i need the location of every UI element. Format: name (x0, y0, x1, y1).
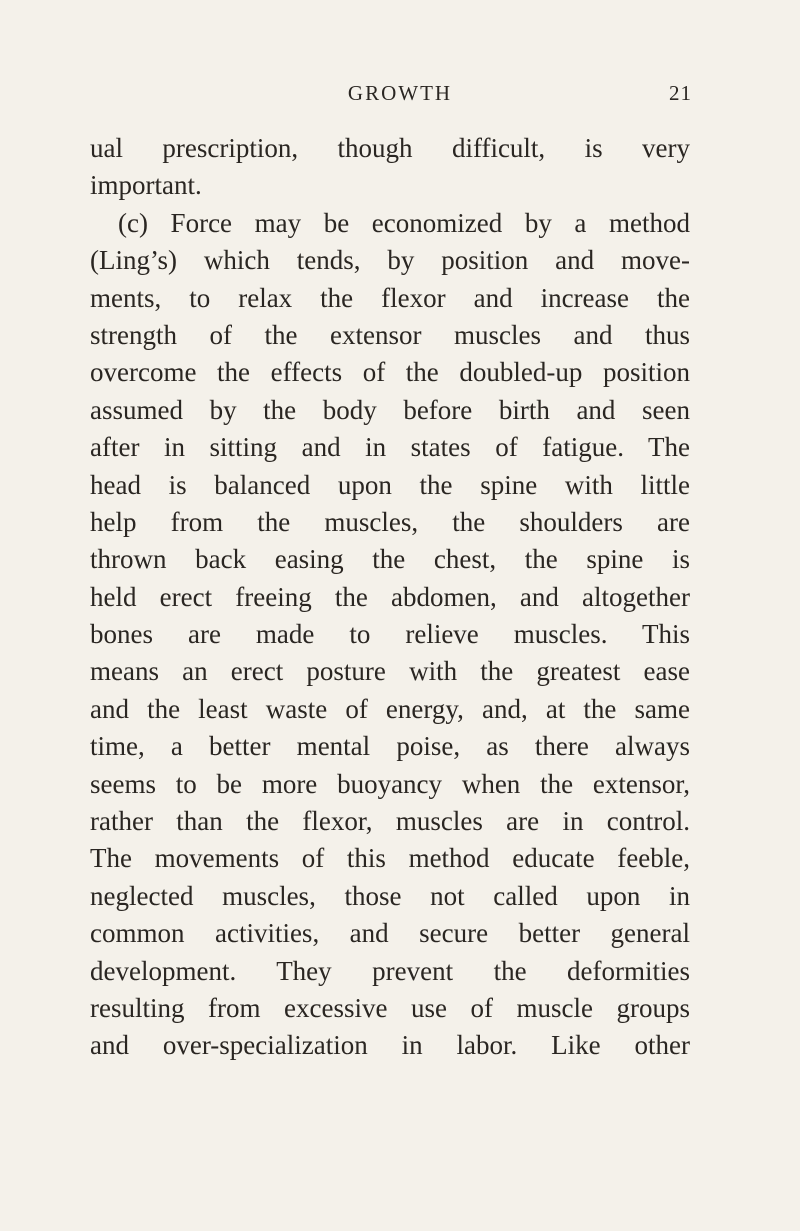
text-line: overcome the effects of the doubled-up position (90, 357, 690, 388)
running-title: GROWTH (347, 81, 453, 105)
text-line: help from the muscles, the shoulders are (90, 506, 690, 537)
text-line: and the least waste of energy, and, at the same (90, 693, 690, 724)
text-line: assumed by the body before birth and seen (90, 394, 690, 425)
running-head (0, 78, 800, 108)
text-line: (Ling’s) which tends, by position and move- (90, 245, 690, 276)
text-line: seems to be more buoyancy when the extensor, (90, 768, 690, 799)
text-line: neglected muscles, those not called upon in (90, 880, 690, 911)
text-line: head is balanced upon the spine with little (90, 469, 690, 500)
text-line: important. (90, 170, 202, 201)
body-text (90, 130, 690, 1065)
text-line: time, a better mental poise, as there always (90, 731, 690, 762)
text-line: after in sitting and in states of fatigue. The (90, 432, 690, 463)
text-line: and over-specialization in labor. Like other (90, 1030, 690, 1061)
text-line: common activities, and secure better general (90, 918, 690, 949)
text-line: The movements of this method educate feeble, (90, 843, 690, 874)
text-line: held erect freeing the abdomen, and altogether (90, 581, 690, 612)
text-line: means an erect posture with the greatest ease (90, 656, 690, 687)
text-line: resulting from excessive use of muscle groups (90, 992, 690, 1023)
text-line: ual prescription, though difficult, is very (90, 133, 690, 163)
page-number: 21 (669, 81, 692, 105)
text-line: thrown back easing the chest, the spine is (90, 544, 690, 575)
text-line: development. They prevent the deformities (90, 955, 690, 986)
text-line: ments, to relax the flexor and increase the (90, 282, 690, 313)
text-line: (c) Force may be economized by a method (118, 207, 690, 238)
text-line: rather than the flexor, muscles are in control. (90, 806, 690, 837)
text-line: strength of the extensor muscles and thus (90, 319, 690, 350)
text-line: bones are made to relieve muscles. This (90, 619, 690, 650)
